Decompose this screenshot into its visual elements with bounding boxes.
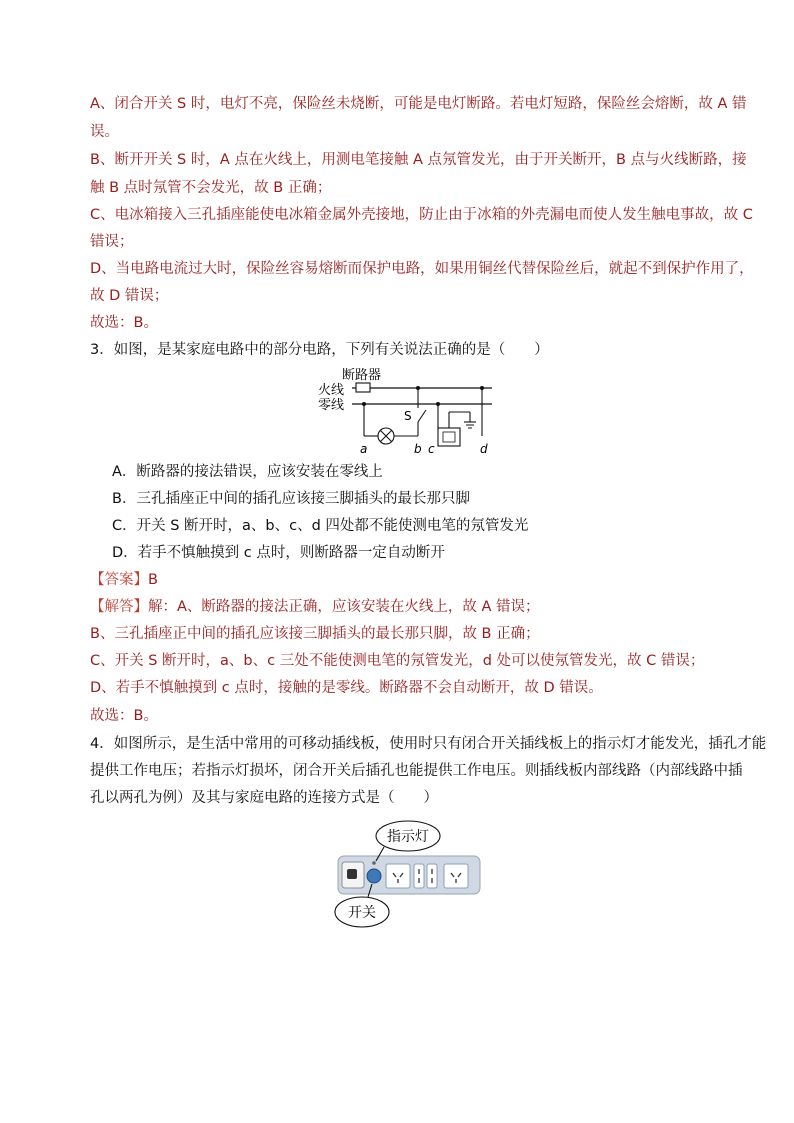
neutral-wire-label: 零线 [318,398,345,413]
analysis-line: 故选：B。 [90,315,158,331]
option-b: B．三孔插座正中间的插孔应该接三脚插头的最长那只脚 [112,491,470,507]
answer-value: B [148,572,158,588]
analysis-line: C、开关 S 断开时，a、b、c 三处不能使测电笔的氖管发光，d 处可以使氖管发光，故 C 错误； [90,653,705,669]
analysis-line: 故选：B。 [90,708,158,724]
power-strip-figure [334,818,484,932]
indicator-light-icon [372,861,376,865]
socket-icon [414,864,424,888]
option-c: C．开关 S 断开时，a、b、c、d 四处都不能使测电笔的氖管发光 [112,518,529,534]
point-d-label: d [480,442,488,456]
analysis-line: 错误； [90,234,134,250]
socket-icon [444,864,468,888]
analysis-line: B、断开开关 S 时，A 点在火线上，用测电笔接触 A 点氖管发光，由于开关断开，B 点与火线断路，接 [90,152,747,168]
switch-callout-label: 开关 [348,905,376,921]
analysis-line: B、三孔插座正中间的插孔应该接三脚插头的最长那只脚，故 B 正确； [90,626,540,642]
analysis-line: D、当电路电流过大时，保险丝容易熔断而保护电路，如果用铜丝代替保险丝后，就起不到保护作用了， [90,261,754,277]
indicator-label: 指示灯 [387,829,429,845]
switch-symbol [418,410,426,422]
answer-line [90,570,158,590]
switch-button-icon [367,869,381,883]
socket-icon [386,864,410,888]
live-wire-label: 火线 [318,383,345,398]
question-3-stem: 3．如图，是某家庭电路中的部分电路，下列有关说法正确的是（ ） [90,342,549,358]
question-4-stem: 提供工作电压；若指示灯损坏，闭合开关后插孔也能提供工作电压。则插线板内部线路（内部线路中插 [90,763,743,779]
point-c-label: c [428,442,435,456]
breaker-label: 断路器 [342,368,382,383]
answer-tag: 【答案】 [90,572,148,588]
analysis-first-line [90,597,540,617]
switch-label: S [404,409,412,423]
analysis-text: 解：A、断路器的接法正确，应该安装在火线上，故 A 错误； [148,599,540,615]
circuit-diagram [312,364,502,456]
question-4-stem: 孔以两孔为例）及其与家庭电路的连接方式是（ ） [90,790,438,806]
point-a-label: a [360,442,368,456]
analysis-line: A、闭合开关 S 时，电灯不亮，保险丝未烧断，可能是电灯断路。若电灯短路，保险丝会熔断，故 A 错 [90,96,747,112]
analysis-line: C、电冰箱接入三孔插座能使电冰箱金属外壳接地，防止由于冰箱的外壳漏电而使人发生触电事故，故 C [90,207,753,223]
option-d: D．若手不慎触摸到 c 点时，则断路器一定自动断开 [112,545,445,561]
question-4-stem: 4．如图所示，是生活中常用的可移动插线板，使用时只有闭合开关插线板上的指示灯才能发光，插孔才能 [90,736,767,752]
breaker-symbol [356,383,370,392]
point-b-label: b [414,442,422,456]
socket-icon [427,864,437,888]
analysis-tag: 【解答】 [90,599,148,615]
analysis-line: D、若手不慎触摸到 c 点时，接触的是零线。断路器不会自动断开，故 D 错误。 [90,680,603,696]
analysis-line: 故 D 错误； [90,288,169,304]
analysis-line: 误。 [90,124,119,140]
analysis-line: 触 B 点时氖管不会发光，故 B 正确； [90,180,332,196]
option-a: A．断路器的接法错误，应该安装在零线上 [112,464,383,480]
